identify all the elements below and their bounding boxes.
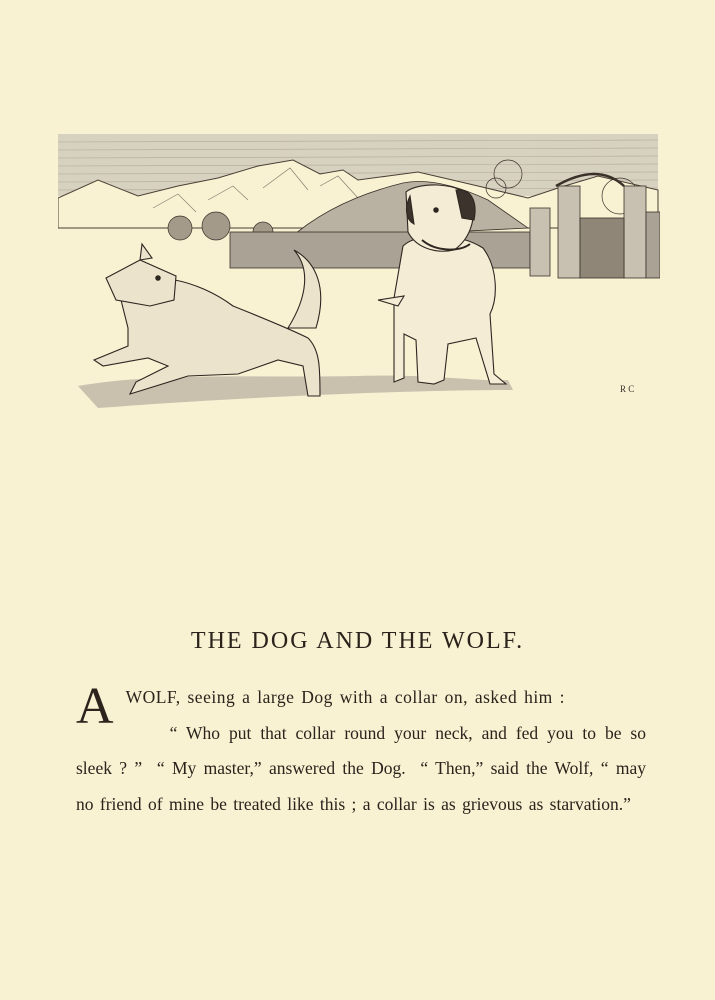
story-title: THE DOG AND THE WOLF. bbox=[190, 628, 525, 654]
dog-and-wolf-illustration bbox=[58, 128, 660, 418]
artist-monogram: R C bbox=[620, 384, 635, 394]
story-body: “ Who put that collar round your neck, and fed you to be so sleek ? ” “ My master,” answered the Dog. “ Then,” said the Wolf, “ may no friend of mine be treated like this ; a collar is as grievous as starvation.” bbox=[76, 722, 646, 814]
story-first-line: WOLF, seeing a large Dog with a collar on, asked him : bbox=[125, 687, 566, 707]
drop-cap: A bbox=[76, 678, 114, 735]
story-text bbox=[76, 680, 646, 822]
